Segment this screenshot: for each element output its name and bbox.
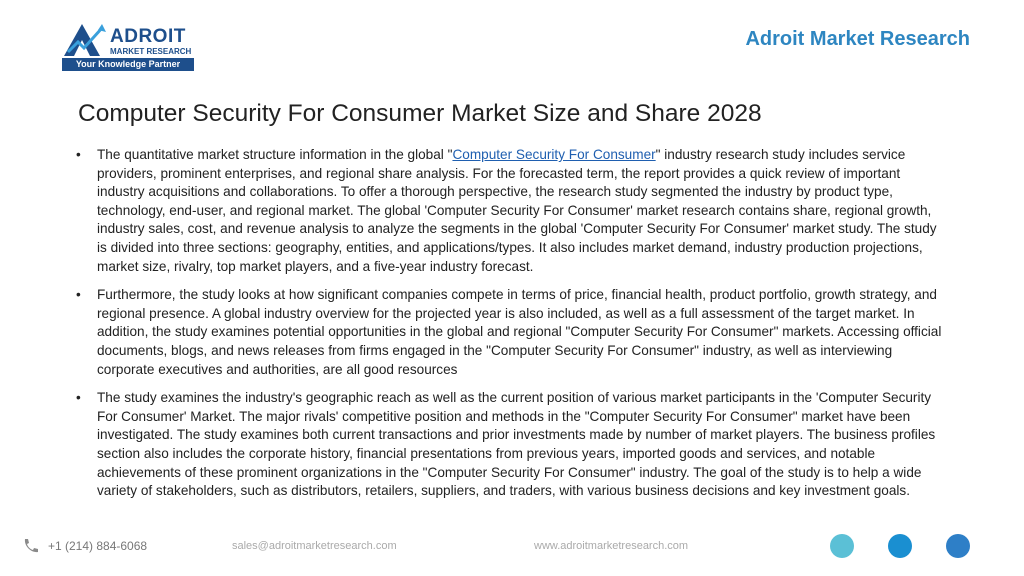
bullet-paragraph-3: • The study examines the industry's geographic reach as well as the current position of various market participants in the 'Computer Security For Consumer' Market. The major rivals' competitive position and methods in the "Computer Security For Consumer" market have been investigated. The study examines both current transactions and prior investments made by number of market players. The business profiles section also includes the corporate history, financial presentations from previous years, imported goods and services, and notable achievements of these prominent organizations in the "Computer Security For Consumer" industry. The goal of the study is to help a wide variety of stakeholders, such as distributors, retailers, suppliers, and traders, with various business decisions and key investment goals.	[76, 389, 948, 501]
social-dot-1[interactable]	[830, 534, 854, 558]
paragraph-1-before: The quantitative market structure information in the global "	[97, 147, 453, 162]
bullet-paragraph-2: • Furthermore, the study looks at how significant companies compete in terms of price, financial health, product portfolio, growth strategy, and regional presence. A global industry overview for the projected year is also included, as well as a full assessment of the target market. In addition, the study examines potential opportunities in the global and regional "Computer Security For Consumer" markets. Accessing official documents, blogs, and news releases from firms engaged in the "Computer Security For Consumer" industry, as well as interviewing corporate executives and authorities, are all good resources	[76, 286, 948, 379]
logo-mark-icon	[62, 22, 108, 58]
logo-name: ADROIT	[110, 26, 186, 47]
bullet-paragraph-1	[76, 146, 948, 276]
brand-name: Adroit Market Research	[745, 28, 970, 50]
content-body	[76, 146, 948, 511]
footer-website[interactable]: www.adroitmarketresearch.com	[534, 540, 689, 552]
logo-subtitle: MARKET RESEARCH	[110, 47, 192, 56]
company-logo[interactable]	[62, 22, 196, 74]
page-title: Computer Security For Consumer Market Size and Share 2028	[78, 100, 762, 127]
phone-icon	[22, 538, 40, 554]
footer-phone: +1 (214) 884-6068	[48, 539, 148, 553]
report-link[interactable]: Computer Security For Consumer	[452, 147, 656, 162]
footer	[0, 530, 1024, 560]
footer-email[interactable]: sales@adroitmarketresearch.com	[232, 540, 397, 552]
social-dot-3[interactable]	[946, 534, 970, 558]
logo-tagline: Your Knowledge Partner	[62, 58, 194, 71]
paragraph-1-after: " industry research study includes service providers, prominent enterprises, and regional share analysis. For the forecasted term, the report provides a quick review of important industry acquisitions and collaborations. To offer a thorough perspective, the research study segmented the industry by product type, technology, end-user, and regional market. The global 'Computer Security For Consumer' market research contains share, regional growth, industry sales, cost, and revenue analysis to analyze the segments in the global 'Computer Security For Consumer' market study. The study is divided into three sections: geography, entities, and applications/types. It also includes market demand, industry production projections, market size, rivalry, top market players, and a five-year industry forecast.	[97, 147, 937, 274]
social-dot-2[interactable]	[888, 534, 912, 558]
